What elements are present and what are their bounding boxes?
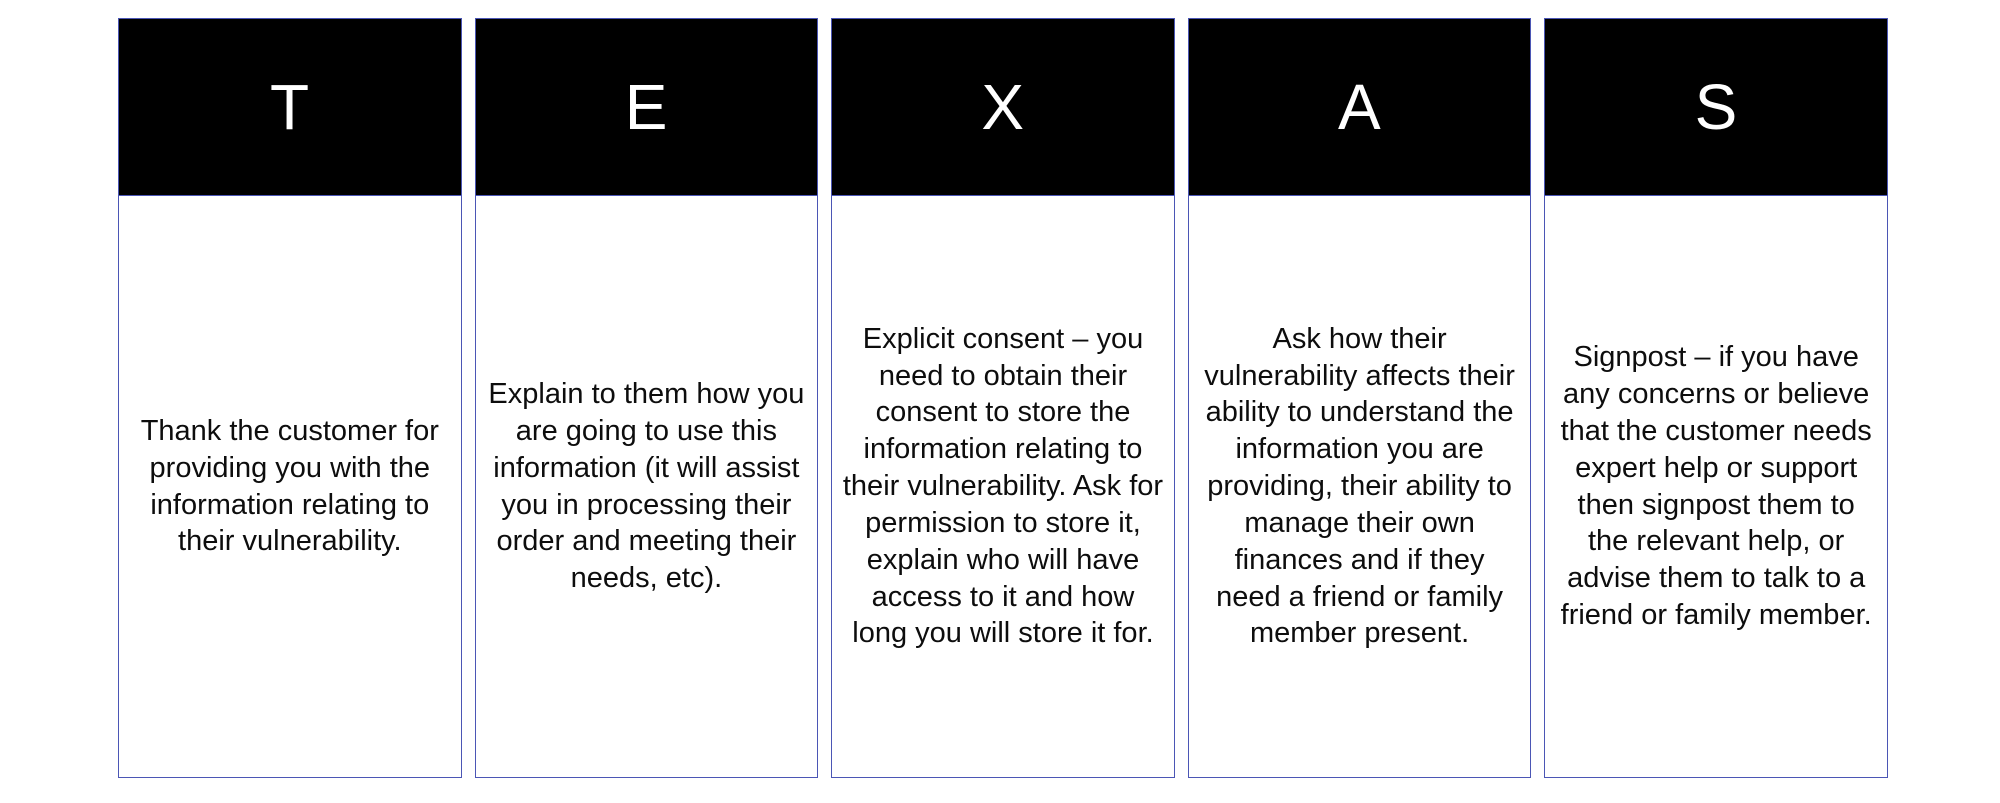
diagram-column-e [475, 18, 819, 778]
column-header-s [1544, 18, 1888, 196]
diagram-column-a [1188, 18, 1532, 778]
diagram-columns [118, 18, 1888, 778]
column-letter-e: E [624, 71, 668, 143]
column-body-a [1188, 196, 1532, 778]
column-text-a: Ask how their vulnerability affects their ability to understand the information you are providing, their ability to manage their own finances and if they need a friend or family member present. [1204, 322, 1515, 650]
column-letter-x: X [981, 71, 1025, 143]
column-text-s: Signpost – if you have any concerns or believe that the customer needs expert help or support then signpost them to the relevant help, or advise them to talk to a friend or family member. [1560, 341, 1872, 631]
column-body-e [475, 196, 819, 778]
column-text-e: Explain to them how you are going to use this information (it will assist you in processing their order and meeting their needs, etc). [488, 378, 805, 595]
column-text-x: Explicit consent – you need to obtain their consent to store the information relating to their vulnerability. Ask for permission to store it, explain who will have access to it and how long you will store it for. [842, 322, 1164, 650]
column-body-s [1544, 196, 1888, 778]
diagram-column-t [118, 18, 462, 778]
diagram-column-x [831, 18, 1175, 778]
column-header-x [831, 18, 1175, 196]
column-letter-t: T [270, 71, 310, 143]
column-header-t [118, 18, 462, 196]
diagram-column-s [1544, 18, 1888, 778]
column-body-t [118, 196, 462, 778]
column-body-x [831, 196, 1175, 778]
column-letter-s: S [1694, 71, 1738, 143]
column-header-a [1188, 18, 1532, 196]
column-header-e [475, 18, 819, 196]
column-letter-a: A [1337, 71, 1382, 143]
column-text-t: Thank the customer for providing you with the information relating to their vulnerability. [140, 414, 439, 558]
